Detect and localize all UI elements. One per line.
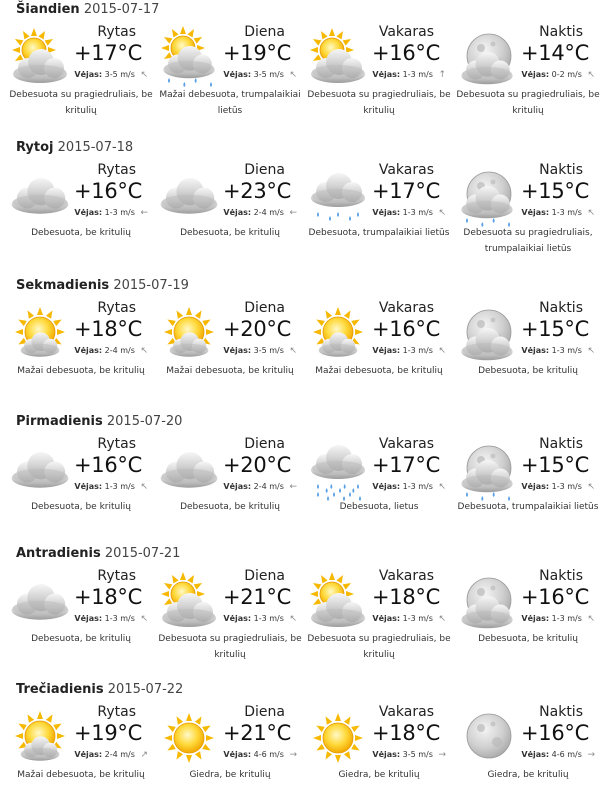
wind-info bbox=[74, 614, 148, 624]
period-name: Diena bbox=[244, 436, 285, 452]
weather-description: Debesuota, be kritulių bbox=[478, 634, 578, 644]
weather-description: Mažai debesuota, be kritulių bbox=[315, 366, 443, 376]
wind-speed: 1-3 m/s bbox=[402, 208, 433, 217]
wind-direction-icon: ↖ bbox=[438, 614, 446, 624]
sun-small-cloud-icon bbox=[157, 302, 221, 366]
wind-speed: 2-4 m/s bbox=[104, 750, 135, 759]
wind-info bbox=[223, 346, 297, 356]
day-header bbox=[16, 682, 183, 697]
period-name: Rytas bbox=[97, 300, 136, 316]
temperature: +16°C bbox=[372, 41, 440, 65]
wind-info bbox=[372, 482, 446, 492]
wind-direction-icon: ↖ bbox=[587, 208, 595, 218]
forecast-period bbox=[304, 436, 454, 546]
wind-direction-icon: → bbox=[587, 750, 595, 760]
wind-label: Vėjas: bbox=[74, 614, 103, 623]
weather-description: Debesuota su pragiedruliais, be kritulių bbox=[307, 634, 451, 660]
wind-direction-icon: ↗ bbox=[140, 750, 148, 760]
forecast-period bbox=[453, 568, 603, 678]
sun-cloud-icon bbox=[306, 570, 370, 634]
wind-label: Vėjas: bbox=[521, 614, 550, 623]
forecast-period bbox=[155, 704, 305, 800]
forecast-period bbox=[304, 300, 454, 410]
wind-direction-icon: ↖ bbox=[140, 614, 148, 624]
day-name: Trečiadienis bbox=[16, 682, 104, 697]
sun-small-cloud-icon bbox=[306, 302, 370, 366]
cloud-rain-icon bbox=[306, 164, 370, 228]
wind-label: Vėjas: bbox=[521, 750, 550, 759]
period-name: Vakaras bbox=[378, 436, 434, 452]
weather-description: Giedra, be kritulių bbox=[189, 770, 271, 780]
temperature: +16°C bbox=[521, 721, 589, 745]
temperature: +21°C bbox=[223, 721, 291, 745]
wind-direction-icon: ↖ bbox=[289, 614, 297, 624]
wind-label: Vėjas: bbox=[372, 208, 401, 217]
moon-cloud-icon bbox=[455, 302, 519, 366]
wind-label: Vėjas: bbox=[521, 482, 550, 491]
wind-info bbox=[372, 346, 446, 356]
cloud-icon bbox=[8, 570, 72, 634]
forecast-period bbox=[155, 24, 305, 134]
wind-direction-icon: ↑ bbox=[438, 70, 446, 80]
temperature: +23°C bbox=[223, 179, 291, 203]
day-date: 2015-07-20 bbox=[106, 414, 183, 429]
day-section bbox=[0, 0, 608, 134]
wind-direction-icon: ↖ bbox=[289, 70, 297, 80]
forecast-period bbox=[155, 568, 305, 678]
wind-direction-icon: ↖ bbox=[438, 208, 446, 218]
forecast-period bbox=[453, 162, 603, 272]
day-date: 2015-07-18 bbox=[57, 140, 134, 155]
period-name: Naktis bbox=[539, 568, 583, 584]
period-name: Vakaras bbox=[378, 568, 434, 584]
wind-label: Vėjas: bbox=[372, 614, 401, 623]
day-header bbox=[16, 2, 159, 17]
forecast-period bbox=[6, 300, 156, 410]
period-name: Vakaras bbox=[378, 24, 434, 40]
period-name: Naktis bbox=[539, 436, 583, 452]
period-name: Vakaras bbox=[378, 704, 434, 720]
wind-speed: 1-3 m/s bbox=[402, 614, 433, 623]
weather-description: Debesuota, be kritulių bbox=[180, 228, 280, 238]
sun-cloud-icon bbox=[157, 570, 221, 634]
sun-small-cloud-icon bbox=[8, 706, 72, 770]
temperature: +18°C bbox=[372, 585, 440, 609]
temperature: +16°C bbox=[521, 585, 589, 609]
wind-speed: 1-3 m/s bbox=[104, 614, 135, 623]
temperature: +20°C bbox=[223, 453, 291, 477]
sun-cloud-icon bbox=[8, 26, 72, 90]
cloud-icon bbox=[157, 164, 221, 228]
wind-direction-icon: → bbox=[438, 750, 446, 760]
wind-speed: 4-6 m/s bbox=[253, 750, 284, 759]
wind-direction-icon: ↖ bbox=[587, 482, 595, 492]
wind-speed: 2-4 m/s bbox=[253, 208, 284, 217]
wind-info bbox=[521, 750, 595, 760]
forecast-period bbox=[453, 436, 603, 546]
wind-speed: 3-5 m/s bbox=[104, 70, 135, 79]
wind-speed: 3-5 m/s bbox=[402, 750, 433, 759]
temperature: +21°C bbox=[223, 585, 291, 609]
wind-direction-icon: ↖ bbox=[587, 346, 595, 356]
wind-label: Vėjas: bbox=[74, 750, 103, 759]
temperature: +20°C bbox=[223, 317, 291, 341]
moon-cloud-icon bbox=[455, 570, 519, 634]
forecast-period bbox=[304, 24, 454, 134]
weather-description: Debesuota, be kritulių bbox=[478, 366, 578, 376]
cloud-heavy-rain-icon bbox=[306, 438, 370, 502]
day-name: Sekmadienis bbox=[16, 278, 110, 293]
wind-label: Vėjas: bbox=[74, 482, 103, 491]
weather-description: Debesuota su pragiedruliais, trumpalaikiai lietūs bbox=[463, 228, 593, 254]
wind-label: Vėjas: bbox=[372, 346, 401, 355]
wind-label: Vėjas: bbox=[372, 750, 401, 759]
period-name: Diena bbox=[244, 162, 285, 178]
wind-label: Vėjas: bbox=[223, 346, 252, 355]
forecast-period bbox=[6, 24, 156, 134]
weather-description: Mažai debesuota, be kritulių bbox=[17, 366, 145, 376]
day-name: Rytoj bbox=[16, 140, 54, 155]
forecast-period bbox=[453, 300, 603, 410]
temperature: +18°C bbox=[74, 585, 142, 609]
wind-speed: 1-3 m/s bbox=[253, 614, 284, 623]
weather-description: Debesuota su pragiedruliais, be kritulių bbox=[9, 90, 153, 116]
forecast-period bbox=[453, 24, 603, 134]
forecast-period bbox=[6, 568, 156, 678]
day-date: 2015-07-22 bbox=[107, 682, 184, 697]
wind-speed: 4-6 m/s bbox=[551, 750, 582, 759]
period-name: Naktis bbox=[539, 300, 583, 316]
weather-description: Debesuota, be kritulių bbox=[31, 502, 131, 512]
wind-label: Vėjas: bbox=[223, 614, 252, 623]
day-section bbox=[0, 412, 608, 546]
cloud-icon bbox=[8, 438, 72, 502]
period-name: Rytas bbox=[97, 162, 136, 178]
period-name: Rytas bbox=[97, 436, 136, 452]
moon-icon bbox=[455, 706, 519, 770]
period-name: Diena bbox=[244, 300, 285, 316]
wind-label: Vėjas: bbox=[74, 208, 103, 217]
weather-description: Debesuota su pragiedruliais, be kritulių bbox=[158, 634, 302, 660]
sun-icon bbox=[306, 706, 370, 770]
day-header bbox=[16, 414, 182, 429]
wind-info bbox=[74, 346, 148, 356]
day-section bbox=[0, 680, 608, 800]
weather-description: Debesuota, be kritulių bbox=[31, 228, 131, 238]
wind-direction-icon: ↖ bbox=[289, 346, 297, 356]
wind-info bbox=[521, 346, 595, 356]
period-name: Naktis bbox=[539, 162, 583, 178]
weather-description: Mažai debesuota, be kritulių bbox=[166, 366, 294, 376]
wind-info bbox=[372, 750, 446, 760]
forecast-period bbox=[6, 436, 156, 546]
wind-info bbox=[74, 70, 148, 80]
weather-description: Mažai debesuota, be kritulių bbox=[17, 770, 145, 780]
period-name: Diena bbox=[244, 704, 285, 720]
wind-info bbox=[372, 208, 446, 218]
temperature: +16°C bbox=[74, 453, 142, 477]
sun-cloud-icon bbox=[306, 26, 370, 90]
period-name: Diena bbox=[244, 568, 285, 584]
wind-label: Vėjas: bbox=[372, 482, 401, 491]
wind-direction-icon: ↖ bbox=[140, 346, 148, 356]
wind-speed: 2-4 m/s bbox=[253, 482, 284, 491]
wind-info bbox=[223, 614, 297, 624]
wind-label: Vėjas: bbox=[223, 750, 252, 759]
wind-direction-icon: ← bbox=[140, 208, 148, 218]
forecast-period bbox=[304, 704, 454, 800]
wind-speed: 1-3 m/s bbox=[551, 346, 582, 355]
day-name: Pirmadienis bbox=[16, 414, 103, 429]
wind-label: Vėjas: bbox=[372, 70, 401, 79]
weather-description: Debesuota, be kritulių bbox=[31, 634, 131, 644]
wind-direction-icon: ↖ bbox=[140, 70, 148, 80]
weather-description: Debesuota su pragiedruliais, be kritulių bbox=[307, 90, 451, 116]
day-name: Šiandien bbox=[16, 2, 80, 17]
wind-direction-icon: ↖ bbox=[438, 482, 446, 492]
temperature: +17°C bbox=[372, 179, 440, 203]
temperature: +14°C bbox=[521, 41, 589, 65]
day-header bbox=[16, 278, 189, 293]
day-header bbox=[16, 546, 180, 561]
sun-cloud-rain-icon bbox=[157, 26, 221, 90]
sun-small-cloud-icon bbox=[8, 302, 72, 366]
temperature: +15°C bbox=[521, 179, 589, 203]
wind-speed: 1-3 m/s bbox=[104, 208, 135, 217]
wind-info bbox=[521, 482, 595, 492]
wind-direction-icon: ↖ bbox=[438, 346, 446, 356]
wind-info bbox=[74, 750, 148, 760]
wind-info bbox=[223, 70, 297, 80]
forecast-period bbox=[6, 162, 156, 272]
wind-speed: 1-3 m/s bbox=[551, 482, 582, 491]
wind-info bbox=[223, 482, 297, 492]
moon-cloud-icon bbox=[455, 26, 519, 90]
wind-direction-icon: ↖ bbox=[587, 614, 595, 624]
temperature: +17°C bbox=[372, 453, 440, 477]
wind-direction-icon: ← bbox=[289, 482, 297, 492]
temperature: +18°C bbox=[372, 721, 440, 745]
period-name: Vakaras bbox=[378, 300, 434, 316]
weather-description: Debesuota, trumpalaikiai lietūs bbox=[308, 228, 450, 238]
wind-speed: 1-3 m/s bbox=[551, 614, 582, 623]
period-name: Rytas bbox=[97, 24, 136, 40]
wind-label: Vėjas: bbox=[223, 482, 252, 491]
temperature: +18°C bbox=[74, 317, 142, 341]
wind-info bbox=[521, 208, 595, 218]
wind-info bbox=[521, 614, 595, 624]
temperature: +19°C bbox=[74, 721, 142, 745]
wind-info bbox=[372, 70, 446, 80]
wind-speed: 1-3 m/s bbox=[402, 482, 433, 491]
wind-speed: 1-3 m/s bbox=[402, 346, 433, 355]
forecast-period bbox=[304, 568, 454, 678]
weather-description: Debesuota, be kritulių bbox=[180, 502, 280, 512]
wind-label: Vėjas: bbox=[521, 70, 550, 79]
day-section bbox=[0, 276, 608, 410]
day-date: 2015-07-17 bbox=[83, 2, 160, 17]
temperature: +16°C bbox=[372, 317, 440, 341]
day-name: Antradienis bbox=[16, 546, 101, 561]
wind-info bbox=[223, 750, 297, 760]
weather-description: Debesuota su pragiedruliais, be kritulių bbox=[456, 90, 600, 116]
wind-info bbox=[372, 614, 446, 624]
wind-info bbox=[74, 208, 148, 218]
wind-speed: 3-5 m/s bbox=[253, 70, 284, 79]
forecast-period bbox=[155, 436, 305, 546]
wind-speed: 1-3 m/s bbox=[104, 482, 135, 491]
day-header bbox=[16, 140, 133, 155]
cloud-icon bbox=[157, 438, 221, 502]
period-name: Rytas bbox=[97, 704, 136, 720]
wind-direction-icon: → bbox=[289, 750, 297, 760]
day-date: 2015-07-21 bbox=[104, 546, 181, 561]
wind-direction-icon: ← bbox=[289, 208, 297, 218]
period-name: Diena bbox=[244, 24, 285, 40]
forecast-period bbox=[155, 162, 305, 272]
weather-description: Mažai debesuota, trumpalaikiai lietūs bbox=[159, 90, 301, 116]
temperature: +15°C bbox=[521, 453, 589, 477]
period-name: Naktis bbox=[539, 24, 583, 40]
wind-direction-icon: ↖ bbox=[587, 70, 595, 80]
wind-speed: 3-5 m/s bbox=[253, 346, 284, 355]
temperature: +15°C bbox=[521, 317, 589, 341]
temperature: +17°C bbox=[74, 41, 142, 65]
day-date: 2015-07-19 bbox=[113, 278, 189, 293]
wind-speed: 0-2 m/s bbox=[551, 70, 582, 79]
wind-direction-icon: ↖ bbox=[140, 482, 148, 492]
weather-description: Debesuota, trumpalaikiai lietūs bbox=[457, 502, 599, 512]
wind-speed: 1-3 m/s bbox=[551, 208, 582, 217]
sun-icon bbox=[157, 706, 221, 770]
temperature: +16°C bbox=[74, 179, 142, 203]
wind-label: Vėjas: bbox=[521, 208, 550, 217]
wind-label: Vėjas: bbox=[223, 208, 252, 217]
wind-label: Vėjas: bbox=[521, 346, 550, 355]
forecast-period bbox=[304, 162, 454, 272]
wind-info bbox=[521, 70, 595, 80]
weather-description: Giedra, be kritulių bbox=[338, 770, 420, 780]
moon-cloud-rain-icon bbox=[455, 164, 519, 228]
forecast-period bbox=[6, 704, 156, 800]
weather-description: Giedra, be kritulių bbox=[487, 770, 569, 780]
wind-info bbox=[74, 482, 148, 492]
day-section bbox=[0, 138, 608, 272]
temperature: +19°C bbox=[223, 41, 291, 65]
weather-description: Debesuota, lietus bbox=[339, 502, 419, 512]
wind-label: Vėjas: bbox=[223, 70, 252, 79]
period-name: Rytas bbox=[97, 568, 136, 584]
wind-info bbox=[223, 208, 297, 218]
forecast-period bbox=[155, 300, 305, 410]
period-name: Naktis bbox=[539, 704, 583, 720]
wind-label: Vėjas: bbox=[74, 70, 103, 79]
wind-speed: 1-3 m/s bbox=[402, 70, 433, 79]
forecast-period bbox=[453, 704, 603, 800]
moon-cloud-rain-icon bbox=[455, 438, 519, 502]
period-name: Vakaras bbox=[378, 162, 434, 178]
day-section bbox=[0, 544, 608, 678]
cloud-icon bbox=[8, 164, 72, 228]
wind-label: Vėjas: bbox=[74, 346, 103, 355]
wind-speed: 2-4 m/s bbox=[104, 346, 135, 355]
